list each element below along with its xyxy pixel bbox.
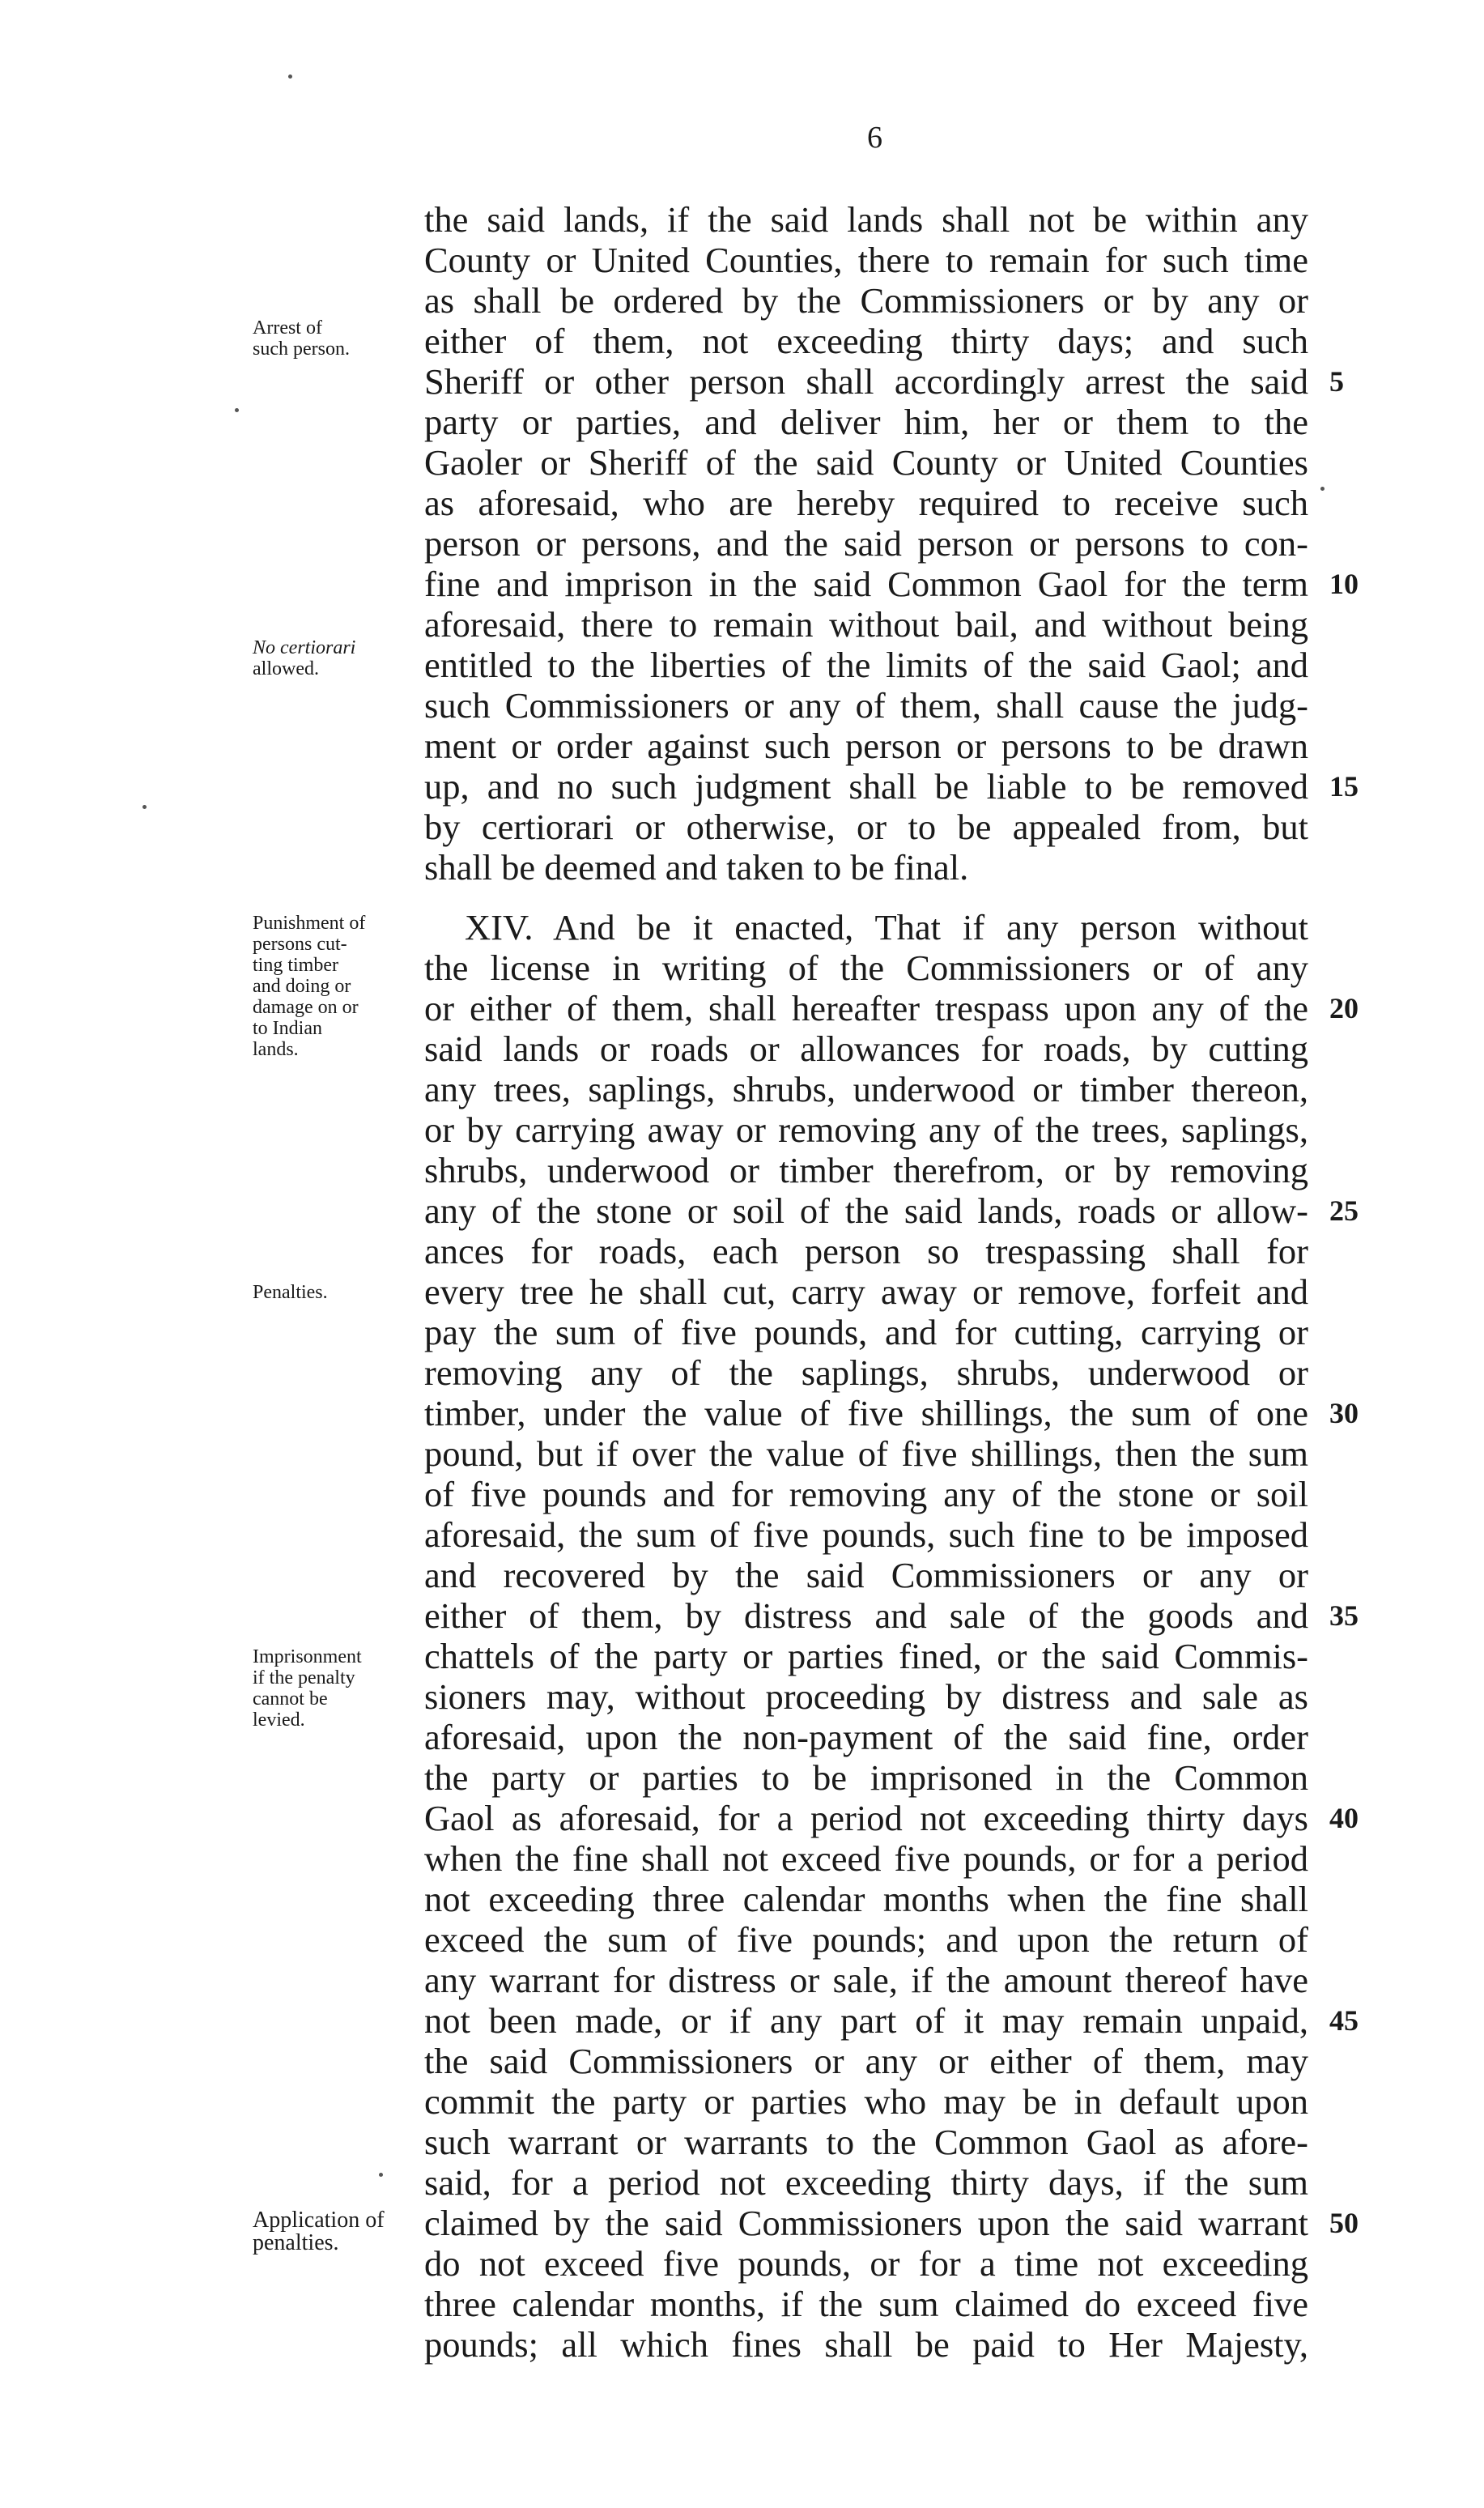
- text-line: such warrant or warrants to the Common Gaol as afore-: [424, 2122, 1308, 2162]
- line-number: 30: [1329, 1397, 1359, 1429]
- margin-note-line: penalties.: [253, 2230, 339, 2255]
- margin-speck: [235, 408, 239, 412]
- margin-note-line: persons cut-: [253, 934, 347, 955]
- text-line: of five pounds and for removing any of the stone or soil: [424, 1474, 1308, 1514]
- text-line: not exceeding three calendar months when the fine shall: [424, 1879, 1308, 1919]
- text-line: or by carrying away or removing any of the trees, saplings,: [424, 1109, 1308, 1150]
- text-line: the said Commissioners or any or either of them, may: [424, 2041, 1308, 2081]
- text-line: Gaoler or Sheriff of the said County or United Counties: [424, 442, 1308, 483]
- text-line: pound, but if over the value of five shillings, then the sum: [424, 1433, 1308, 1474]
- margin-note-application: [253, 2209, 415, 2255]
- text-line: timber, under the value of five shillings, the sum of one: [424, 1393, 1308, 1433]
- text-line: claimed by the said Commissioners upon the said warrant: [424, 2203, 1308, 2243]
- margin-note-line: Imprisonment: [253, 1646, 362, 1667]
- margin-note-line: Penalties.: [253, 1282, 328, 1303]
- line-number: 50: [1329, 2207, 1359, 2239]
- text-line: sioners may, without proceeding by distress and sale as: [424, 1676, 1308, 1717]
- text-line: and recovered by the said Commissioners or any or: [424, 1555, 1308, 1595]
- margin-note-line: lands.: [253, 1039, 299, 1060]
- margin-speck: [379, 2173, 383, 2177]
- margin-note-no-certiorari: [253, 637, 415, 679]
- text-line: aforesaid, upon the non-payment of the said fine, order: [424, 1717, 1308, 1757]
- line-number: 45: [1329, 2004, 1359, 2037]
- margin-speck: [288, 75, 292, 79]
- page-number: 6: [867, 121, 882, 155]
- text-line: or either of them, shall hereafter trespass upon any of the: [424, 988, 1308, 1028]
- margin-note-line: ting timber: [253, 955, 338, 976]
- text-line: removing any of the saplings, shrubs, underwood or: [424, 1352, 1308, 1393]
- text-line: entitled to the liberties of the limits of the said Gaol; and: [424, 645, 1308, 685]
- margin-note-line: damage on or: [253, 997, 359, 1018]
- margin-note-line: levied.: [253, 1710, 305, 1731]
- line-number: 35: [1329, 1599, 1359, 1632]
- text-line: such Commissioners or any of them, shall cause the judg-: [424, 685, 1308, 726]
- margin-note-line: to Indian: [253, 1018, 322, 1039]
- text-line: exceed the sum of five pounds; and upon the return of: [424, 1919, 1308, 1960]
- text-line: the said lands, if the said lands shall not be within any: [424, 199, 1308, 240]
- text-line: County or United Counties, there to remain for such time: [424, 240, 1308, 280]
- text-line: Sheriff or other person shall accordingly arrest the said: [424, 361, 1308, 402]
- text-line: the party or parties to be imprisoned in the Common: [424, 1757, 1308, 1798]
- margin-note-imprisonment: [253, 1646, 415, 1731]
- line-number: 40: [1329, 1802, 1359, 1834]
- margin-note-punishment: [253, 913, 415, 1060]
- line-number: 20: [1329, 992, 1359, 1024]
- text-line: not been made, or if any part of it may remain unpaid,: [424, 2000, 1308, 2041]
- text-line: up, and no such judgment shall be liable to be removed: [424, 766, 1308, 807]
- margin-note-line: and doing or: [253, 976, 351, 997]
- text-line: either of them, by distress and sale of the goods and: [424, 1595, 1308, 1636]
- text-line: aforesaid, there to remain without bail, and without being: [424, 604, 1308, 645]
- text-line: pay the sum of five pounds, and for cutting, carrying or: [424, 1312, 1308, 1352]
- margin-note-line: Punishment of: [253, 913, 366, 934]
- margin-note-line: allowed.: [253, 658, 319, 679]
- section-heading-line: XIV. And be it enacted, That if any person without: [465, 907, 1308, 947]
- margin-note-line: Application of: [253, 2208, 385, 2233]
- text-line: shall be deemed and taken to be final.: [424, 847, 969, 888]
- text-line: chattels of the party or parties fined, or the said Commis-: [424, 1636, 1308, 1676]
- text-line: party or parties, and deliver him, her or them to the: [424, 402, 1308, 442]
- line-number: 10: [1329, 568, 1359, 600]
- margin-note-arrest: [253, 317, 415, 360]
- line-number: 5: [1329, 365, 1344, 398]
- margin-note-line: if the penalty: [253, 1667, 355, 1688]
- text-line: ances for roads, each person so trespassing shall for: [424, 1231, 1308, 1271]
- margin-speck: [142, 805, 147, 809]
- margin-note-penalties: [253, 1282, 415, 1303]
- text-line: any of the stone or soil of the said lands, roads or allow-: [424, 1190, 1308, 1231]
- text-line: commit the party or parties who may be in default upon: [424, 2081, 1308, 2122]
- margin-note-line: Arrest of: [253, 317, 322, 339]
- line-number: 15: [1329, 770, 1359, 803]
- text-line: either of them, not exceeding thirty days; and such: [424, 321, 1308, 361]
- text-line: any warrant for distress or sale, if the amount thereof have: [424, 1960, 1308, 2000]
- text-line: shrubs, underwood or timber therefrom, or by removing: [424, 1150, 1308, 1190]
- text-line: aforesaid, the sum of five pounds, such fine to be imposed: [424, 1514, 1308, 1555]
- text-line: every tree he shall cut, carry away or remove, forfeit and: [424, 1271, 1308, 1312]
- text-line: when the fine shall not exceed five pounds, or for a period: [424, 1838, 1308, 1879]
- text-line: any trees, saplings, shrubs, underwood or timber thereon,: [424, 1069, 1308, 1109]
- margin-speck: [1320, 487, 1325, 491]
- text-line: by certiorari or otherwise, or to be appealed from, but: [424, 807, 1308, 847]
- line-number: 25: [1329, 1194, 1359, 1227]
- text-line: ment or order against such person or persons to be drawn: [424, 726, 1308, 766]
- text-line: said, for a period not exceeding thirty days, if the sum: [424, 2162, 1308, 2203]
- text-line: as shall be ordered by the Commissioners or by any or: [424, 280, 1308, 321]
- text-line: Gaol as aforesaid, for a period not exceeding thirty days: [424, 1798, 1308, 1838]
- margin-note-line: such person.: [253, 339, 350, 360]
- margin-note-line: cannot be: [253, 1688, 328, 1710]
- text-line: person or persons, and the said person or persons to con-: [424, 523, 1308, 564]
- text-line: pounds; all which fines shall be paid to Her Majesty,: [424, 2324, 1308, 2365]
- text-line: three calendar months, if the sum claimed do exceed five: [424, 2284, 1308, 2324]
- text-line: do not exceed five pounds, or for a time not exceeding: [424, 2243, 1308, 2284]
- text-line: said lands or roads or allowances for roads, by cutting: [424, 1028, 1308, 1069]
- text-line: as aforesaid, who are hereby required to receive such: [424, 483, 1308, 523]
- margin-note-line: No certiorari: [253, 637, 356, 658]
- text-line: the license in writing of the Commissioners or of any: [424, 947, 1308, 988]
- text-line: fine and imprison in the said Common Gaol for the term: [424, 564, 1308, 604]
